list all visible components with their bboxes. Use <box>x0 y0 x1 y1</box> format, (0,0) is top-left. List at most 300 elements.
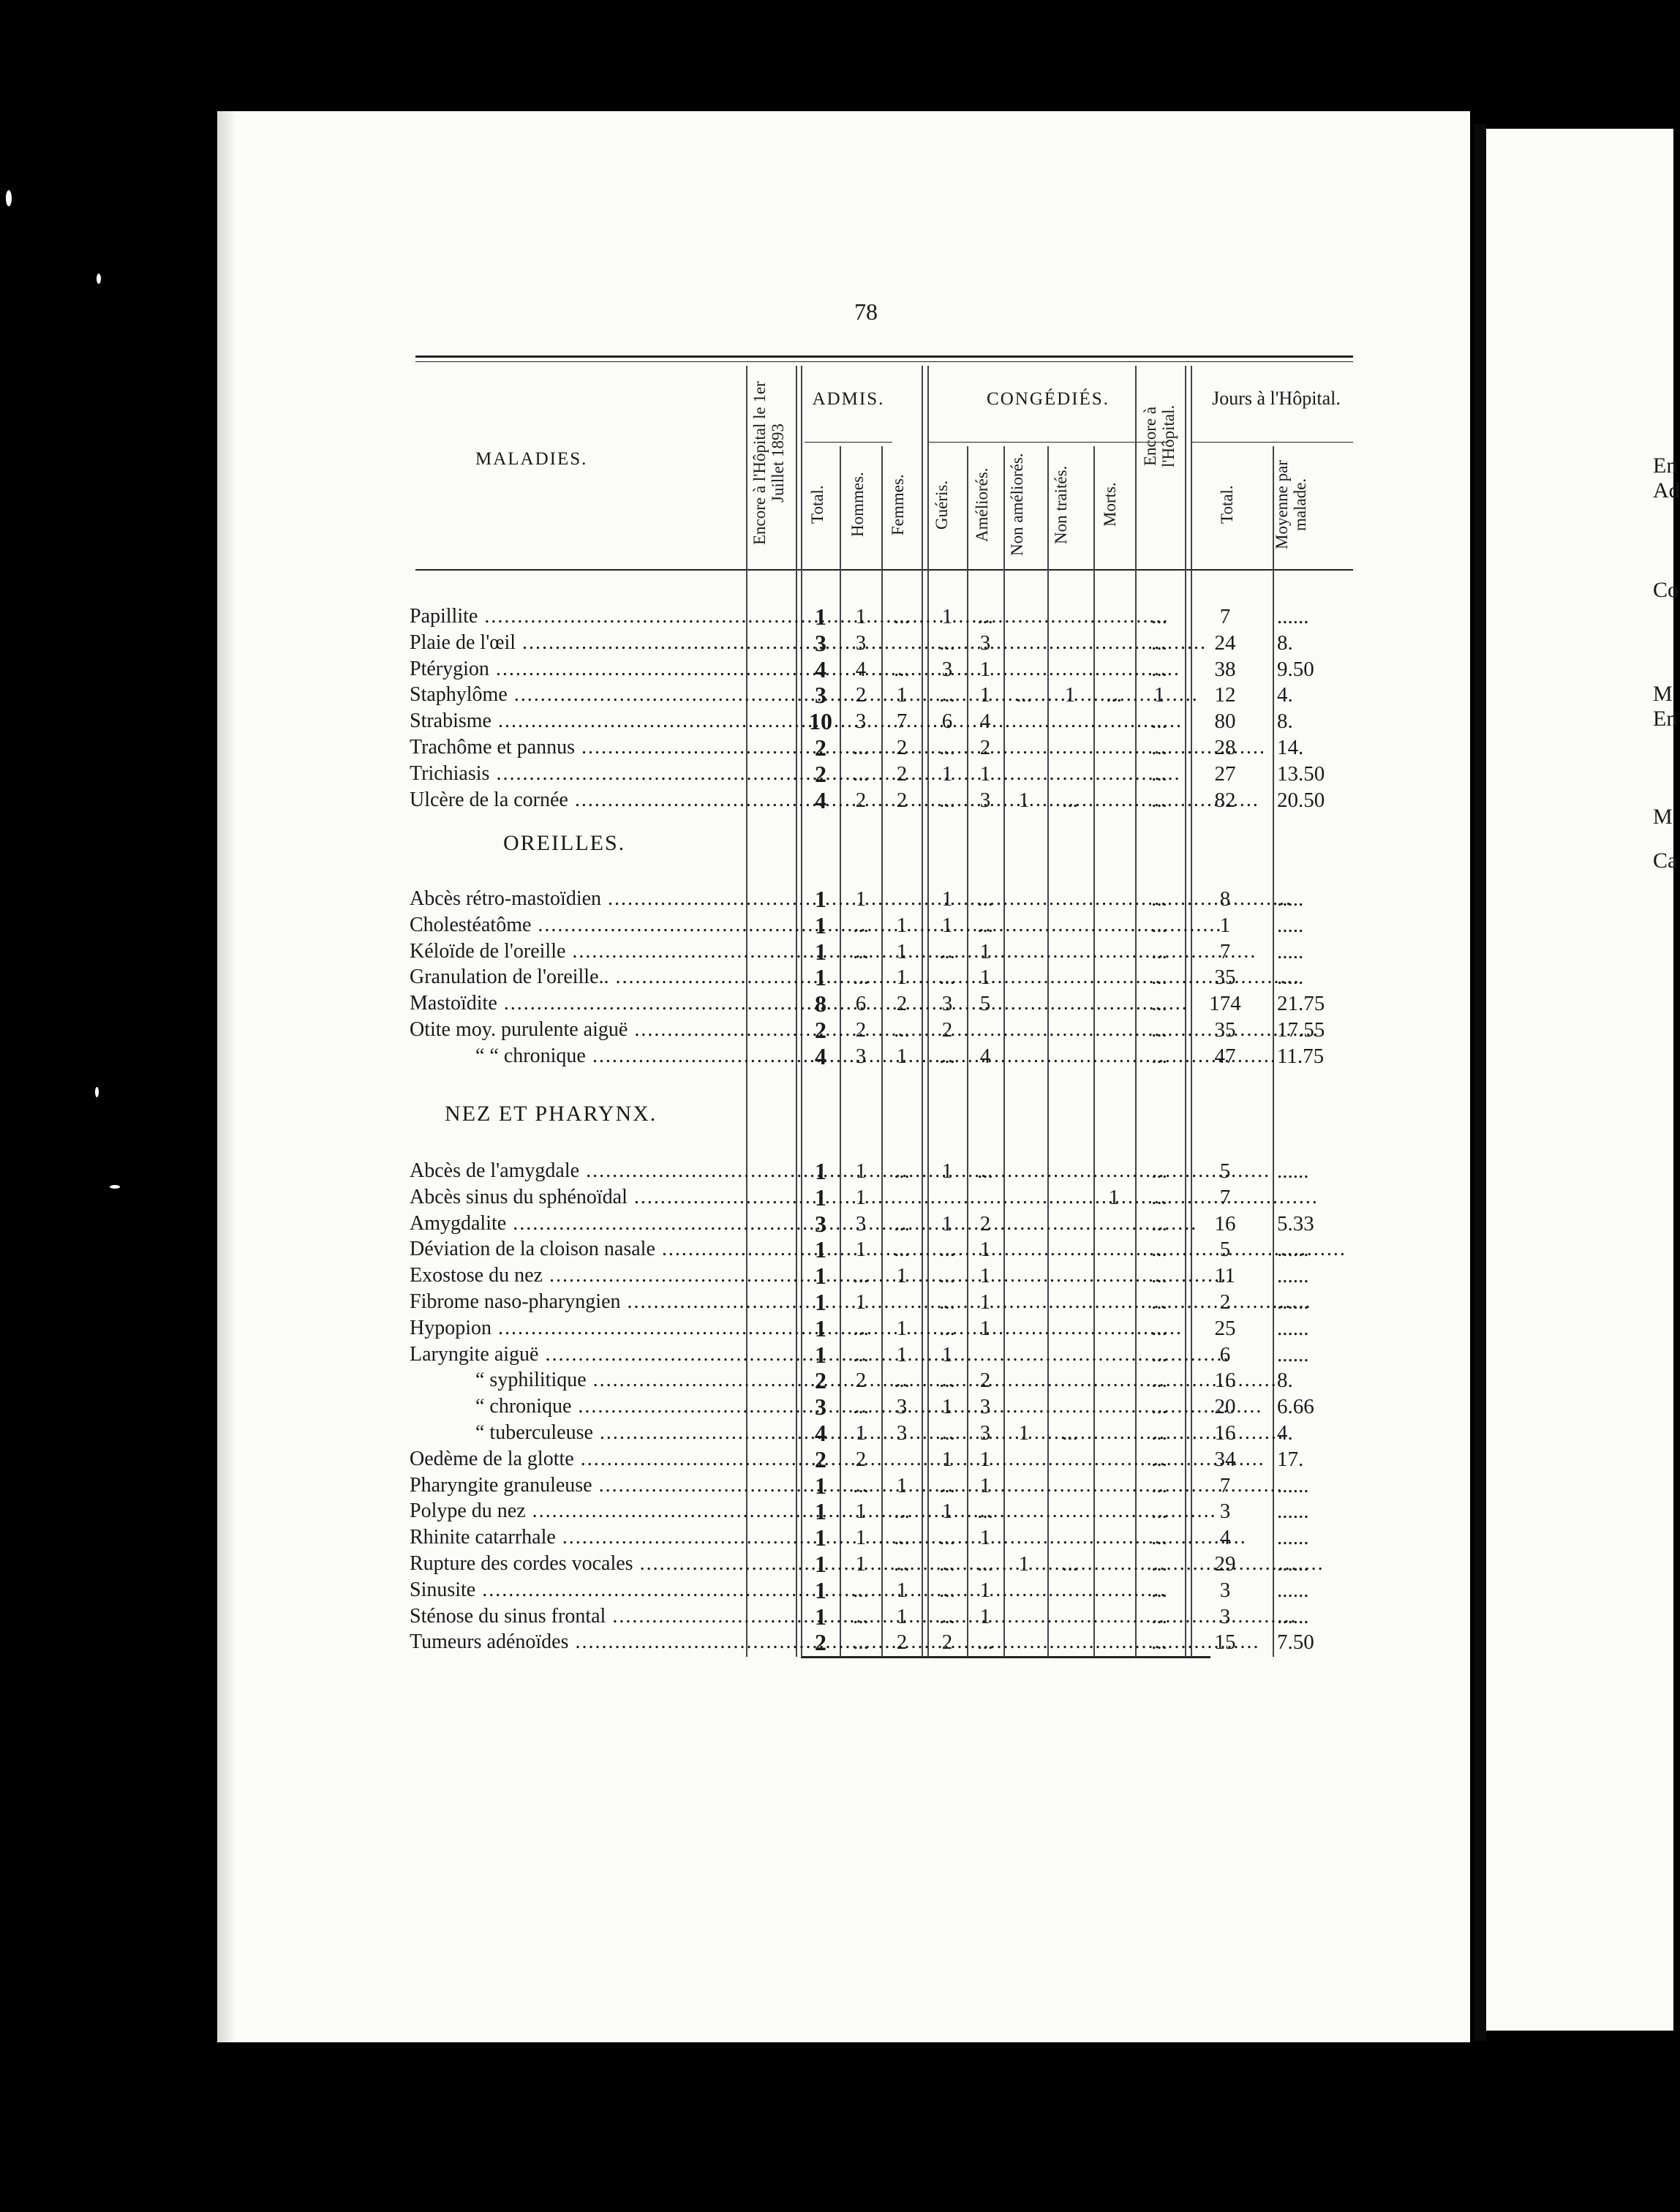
disease-name: Trichiasis ..... <box>410 761 752 786</box>
cell-ameliores: ... <box>977 1552 993 1576</box>
cell-gueris: ... <box>939 1578 955 1602</box>
cell-ameliores <box>967 1017 1003 1042</box>
cell-gueris: ... <box>939 1264 955 1288</box>
cell-non-traites <box>1052 604 1088 629</box>
cell-jours: 7 <box>1219 605 1231 628</box>
cell-morts <box>1096 1578 1132 1603</box>
cell-femmes: ... <box>894 1369 910 1393</box>
cell-hommes: 1 <box>855 1290 867 1314</box>
cell-non-traites <box>1052 1263 1088 1288</box>
scan-speck <box>95 1087 99 1097</box>
cell-gueris: 1 <box>941 761 953 786</box>
cell-encore: ... <box>1151 887 1167 911</box>
disease-name: Sténose du sinus frontal ..... <box>410 1604 752 1629</box>
cell-total: 3 <box>815 682 826 709</box>
cell-moyenne: ..... <box>1277 966 1304 990</box>
cell-jours: 8 <box>1219 887 1231 911</box>
disease-name: Cholestéatôme ..... <box>410 913 752 938</box>
cell-gueris: ... <box>939 1290 955 1314</box>
disease-name: Polype du nez ..... <box>410 1499 752 1524</box>
right-page <box>1486 129 1673 2031</box>
cell-non-traites <box>1052 887 1088 911</box>
cell-non-traites <box>1052 1525 1088 1550</box>
cell-hommes: ... <box>853 761 869 786</box>
cell-gueris: ... <box>939 966 955 990</box>
cell-non-traites <box>1052 939 1088 964</box>
cell-encore: ... <box>1151 605 1167 628</box>
cell-encore: ... <box>1151 710 1167 734</box>
cell-moyenne: 21.75 <box>1277 992 1325 1016</box>
cell-moyenne: 17. <box>1277 1447 1304 1471</box>
cell-non-ameliores <box>1006 991 1042 1016</box>
cell-non-traites <box>1052 1316 1088 1341</box>
cell-non-traites <box>1052 1017 1088 1042</box>
cell-gueris: 1 <box>941 1159 953 1183</box>
cell-jours: 5 <box>1219 1238 1231 1262</box>
cell-morts <box>1096 1044 1132 1069</box>
cell-non-traites <box>1052 761 1088 786</box>
cell-femmes: 3 <box>896 1395 908 1419</box>
cell-morts: 1 <box>1108 1185 1120 1209</box>
cell-ameliores: 1 <box>979 761 991 786</box>
cell-hommes: ... <box>853 1604 869 1628</box>
cell-hommes: 1 <box>855 1421 867 1445</box>
cell-total: 4 <box>815 786 826 813</box>
cell-femmes: ... <box>894 605 910 628</box>
cell-jours: 16 <box>1214 1369 1236 1393</box>
cell-encore: ... <box>1151 657 1167 681</box>
cell-encore: ... <box>1151 1159 1167 1183</box>
header-non-traites: Non traités. <box>1052 465 1070 544</box>
cell-hommes: 2 <box>855 1018 867 1042</box>
cell-moyenne: ..... <box>1277 887 1304 911</box>
cell-ameliores: 1 <box>979 1526 991 1550</box>
cell-ameliores: 2 <box>979 1369 991 1393</box>
cell-gueris: 2 <box>941 1630 953 1655</box>
cell-morts <box>1096 1421 1132 1445</box>
header-moyenne: Moyenne par malade. <box>1273 460 1309 549</box>
cell-total: 2 <box>815 760 826 787</box>
cell-non-traites <box>1052 913 1088 938</box>
cell-ameliores: 1 <box>979 683 991 707</box>
cell-moyenne: 9.50 <box>1277 657 1314 681</box>
disease-name: Laryngite aiguë ..... <box>410 1342 752 1367</box>
cell-gueris: ... <box>939 631 955 655</box>
cell-jours: 80 <box>1214 710 1236 734</box>
cell-non-ameliores <box>1006 1185 1042 1210</box>
cell-hommes: 1 <box>855 887 867 911</box>
cell-total: 1 <box>815 1314 826 1342</box>
cell-encore: ... <box>1151 1421 1167 1445</box>
cell-jours: 34 <box>1214 1447 1236 1471</box>
cell-non-traites <box>1052 991 1088 1016</box>
cell-hommes: ... <box>853 1316 869 1340</box>
cell-non-ameliores <box>1006 1342 1042 1367</box>
cell-ameliores: ... <box>977 1159 993 1183</box>
cell-ameliores: 1 <box>979 966 991 990</box>
cell-jours: 7 <box>1219 939 1231 963</box>
disease-name: Tumeurs adénoïdes ..... <box>410 1630 752 1655</box>
cell-encore: ... <box>1151 966 1167 990</box>
disease-name: Granulation de l'oreille.. ..... <box>410 965 752 990</box>
cell-morts <box>1096 761 1132 786</box>
cell-non-ameliores <box>1006 761 1042 786</box>
cell-encore: ... <box>1151 1578 1167 1602</box>
cell-total: 1 <box>815 603 826 630</box>
cell-total: 10 <box>809 708 832 735</box>
cell-ameliores: 1 <box>979 1238 991 1262</box>
cell-morts <box>1096 1290 1132 1314</box>
cell-jours: 1 <box>1219 913 1231 937</box>
cell-jours: 7 <box>1219 1473 1231 1497</box>
cell-femmes <box>884 1290 920 1314</box>
cell-total: 1 <box>815 1158 826 1184</box>
cell-non-ameliores: 1 <box>1018 788 1030 812</box>
cell-total: 1 <box>815 964 826 991</box>
cell-non-traites <box>1052 1630 1088 1655</box>
cell-non-ameliores <box>1006 1211 1042 1236</box>
cell-hommes: ... <box>853 1578 869 1602</box>
disease-name: Mastoïdite ..... <box>410 991 752 1016</box>
cell-moyenne: ...... <box>1277 1264 1309 1288</box>
cell-ameliores: ... <box>977 605 993 628</box>
cell-morts <box>1096 1017 1132 1042</box>
cell-ameliores: 3 <box>979 788 991 812</box>
cell-gueris: 1 <box>941 1395 953 1419</box>
cell-gueris: ... <box>939 683 955 707</box>
cell-femmes: ... <box>894 1500 910 1524</box>
cell-non-ameliores <box>1006 1447 1042 1472</box>
cell-non-ameliores <box>1006 1604 1042 1629</box>
cell-morts <box>1096 1551 1132 1576</box>
cell-hommes: 3 <box>855 631 867 655</box>
cell-jours: 82 <box>1214 788 1236 812</box>
cell-gueris: ... <box>939 1238 955 1262</box>
cell-moyenne: ...... <box>1277 1238 1309 1262</box>
cell-moyenne: 8. <box>1277 631 1293 655</box>
cell-femmes: 1 <box>896 683 908 707</box>
disease-name: Exostose du nez ..... <box>410 1263 752 1288</box>
cell-non-traites <box>1052 1211 1088 1236</box>
cell-gueris: 3 <box>941 657 953 681</box>
jours-rule <box>1192 442 1353 443</box>
cell-gueris: ... <box>939 1044 955 1068</box>
cell-hommes: 4 <box>855 657 867 681</box>
cell-jours: 16 <box>1214 1211 1236 1235</box>
cell-moyenne: 14. <box>1277 736 1304 759</box>
disease-name: “ syphilitique ..... <box>410 1368 752 1393</box>
cell-total: 3 <box>815 1393 826 1421</box>
cell-gueris: ... <box>939 1369 955 1393</box>
cell-non-traites: ... <box>1062 788 1078 812</box>
cell-non-traites <box>1052 735 1088 760</box>
cell-gueris: ... <box>939 1421 955 1445</box>
cell-gueris: ... <box>939 736 955 759</box>
cell-non-traites <box>1052 1159 1088 1184</box>
cell-encore: ... <box>1151 1604 1167 1628</box>
cell-jours: 20 <box>1214 1395 1236 1419</box>
cell-morts <box>1096 1368 1132 1393</box>
cell-hommes: 1 <box>855 1526 867 1550</box>
disease-name: Trachôme et pannus ..... <box>410 735 752 760</box>
cell-hommes: 1 <box>855 1552 867 1576</box>
cell-femmes: 1 <box>896 966 908 990</box>
cell-encore: ... <box>1151 1018 1167 1042</box>
cell-ameliores: ... <box>977 913 993 937</box>
cell-morts <box>1096 788 1132 813</box>
cell-morts <box>1096 1211 1132 1236</box>
cell-non-traites <box>1052 1578 1088 1603</box>
cell-jours: 47 <box>1214 1044 1236 1068</box>
disease-name: Déviation de la cloison nasale ..... <box>410 1237 752 1262</box>
cell-gueris: 1 <box>941 1342 953 1366</box>
cell-moyenne: ..... <box>1277 939 1304 963</box>
cell-morts <box>1096 1525 1132 1550</box>
cell-non-ameliores: 1 <box>1018 1421 1030 1445</box>
cell-ameliores: 1 <box>979 1316 991 1340</box>
cell-morts <box>1096 1159 1132 1184</box>
cell-jours: 2 <box>1219 1290 1231 1314</box>
disease-name: “ “ chronique ..... <box>410 1044 752 1069</box>
cell-jours: 28 <box>1214 736 1236 759</box>
cell-femmes: 2 <box>896 761 908 786</box>
cell-ameliores <box>967 1342 1003 1367</box>
cell-gueris: 6 <box>941 710 953 734</box>
cell-total: 3 <box>815 629 826 656</box>
cell-femmes: ... <box>894 1018 910 1042</box>
cell-non-traites: 1 <box>1064 683 1076 707</box>
cell-encore: ... <box>1151 1395 1167 1419</box>
statistics-table <box>410 356 1360 1658</box>
right-page-text: En <box>1653 707 1678 731</box>
cell-non-ameliores <box>1006 735 1042 760</box>
cell-total: 1 <box>815 1341 826 1368</box>
cell-gueris: 1 <box>941 605 953 628</box>
cell-total: 2 <box>815 1629 826 1656</box>
cell-total: 1 <box>815 1263 826 1290</box>
cell-moyenne: ...... <box>1277 605 1309 628</box>
header-congedies: CONGÉDIÉS. <box>987 389 1110 409</box>
cell-femmes: ... <box>894 1238 910 1262</box>
cell-morts <box>1096 1263 1132 1288</box>
header-encore-1893: Encore à l'Hôpital le 1er Juillet 1893 <box>750 381 787 545</box>
disease-name: “ tuberculeuse ..... <box>410 1421 752 1445</box>
section-title: OREILLES. <box>503 831 626 855</box>
cell-non-ameliores <box>1006 965 1042 990</box>
cell-hommes: 1 <box>855 1500 867 1524</box>
disease-name: Fibrome naso-pharyngien ..... <box>410 1290 752 1314</box>
cell-encore: ... <box>1151 1316 1167 1340</box>
cell-moyenne: 17.55 <box>1277 1018 1325 1042</box>
header-gueris: Guéris. <box>933 480 951 530</box>
cell-non-ameliores <box>1006 631 1042 655</box>
cell-non-ameliores <box>1006 1316 1042 1341</box>
cell-femmes: 7 <box>896 710 908 734</box>
cell-hommes: 1 <box>855 1185 867 1209</box>
cell-total: 1 <box>815 1524 826 1551</box>
disease-name: Rupture des cordes vocales ..... <box>410 1551 752 1576</box>
cell-non-traites <box>1052 1044 1088 1069</box>
top-rule <box>415 356 1353 358</box>
cell-ameliores: 5 <box>979 992 991 1016</box>
disease-name: Ulcère de la cornée ..... <box>410 788 752 813</box>
cell-gueris: ... <box>939 1316 955 1340</box>
cell-gueris: 2 <box>941 1018 953 1042</box>
header-femmes: Femmes. <box>889 474 907 535</box>
admis-rule <box>805 442 892 443</box>
cell-non-traites <box>1052 1185 1088 1210</box>
cell-total: 1 <box>815 1184 826 1211</box>
cell-hommes: ... <box>853 913 869 937</box>
cell-hommes: ... <box>853 939 869 963</box>
cell-total: 3 <box>815 1210 826 1237</box>
cell-gueris: 1 <box>941 1211 953 1235</box>
cell-femmes: ... <box>894 1526 910 1550</box>
cell-moyenne: ...... <box>1277 1159 1309 1183</box>
cell-morts <box>1096 1630 1132 1655</box>
cell-jours: 3 <box>1219 1500 1231 1524</box>
cell-jours: 4 <box>1219 1526 1231 1550</box>
cell-femmes: 2 <box>896 788 908 812</box>
header-hommes: Hommes. <box>848 472 867 538</box>
cell-total: 1 <box>815 1603 826 1630</box>
section-title: NEZ ET PHARYNX. <box>445 1102 658 1126</box>
cell-non-traites <box>1052 1394 1088 1419</box>
cell-non-ameliores <box>1006 1368 1042 1393</box>
cell-morts <box>1096 631 1132 655</box>
cell-non-traites <box>1052 1447 1088 1472</box>
scan-speck <box>110 1185 120 1189</box>
cell-femmes: 1 <box>896 1578 908 1602</box>
cell-ameliores: 1 <box>979 1264 991 1288</box>
cell-femmes: 1 <box>896 1342 908 1366</box>
cell-total: 1 <box>815 1289 826 1315</box>
right-page-text: Co <box>1653 578 1679 602</box>
cell-moyenne: ...... <box>1277 1604 1309 1628</box>
cell-moyenne: ...... <box>1277 1578 1309 1602</box>
cell-femmes: 1 <box>896 1473 908 1497</box>
cell-femmes: 1 <box>896 1604 908 1628</box>
cell-hommes: ... <box>853 1264 869 1288</box>
cell-morts <box>1096 735 1132 760</box>
cell-moyenne: 11.75 <box>1277 1044 1325 1068</box>
cell-jours: 5 <box>1219 1159 1231 1183</box>
cell-non-traites <box>1052 1290 1088 1314</box>
cell-non-traites <box>1052 631 1088 655</box>
page-number: 78 <box>854 298 878 325</box>
cell-gueris: ... <box>939 1604 955 1628</box>
cell-hommes: 1 <box>855 1159 867 1183</box>
cell-total: 2 <box>815 734 826 761</box>
cell-gueris: 1 <box>941 1500 953 1524</box>
cell-jours: 12 <box>1214 683 1236 707</box>
cell-hommes: ... <box>853 966 869 990</box>
cell-total: 1 <box>815 1551 826 1577</box>
cell-ameliores: 1 <box>979 1578 991 1602</box>
cell-non-ameliores <box>1006 1578 1042 1603</box>
header-non-ameliores: Non améliorés. <box>1008 453 1026 557</box>
cell-encore: ... <box>1151 1473 1167 1497</box>
cell-encore: ... <box>1151 631 1167 655</box>
cell-hommes: 6 <box>855 992 867 1016</box>
disease-name: Oedème de la glotte ..... <box>410 1447 752 1472</box>
cell-moyenne: ..... <box>1277 913 1304 937</box>
disease-name: “ chronique ..... <box>410 1394 752 1419</box>
cell-non-ameliores <box>1006 1290 1042 1314</box>
cell-encore: 1 <box>1153 683 1165 707</box>
cell-moyenne: ...... <box>1277 1500 1309 1524</box>
cell-non-ameliores <box>1006 1499 1042 1524</box>
cell-jours: 25 <box>1214 1316 1236 1340</box>
cell-gueris: ... <box>939 939 955 963</box>
cell-hommes: 2 <box>855 683 867 707</box>
cell-encore: ... <box>1151 1211 1167 1235</box>
cell-non-ameliores: ... <box>1016 683 1032 707</box>
cell-non-ameliores <box>1006 604 1042 629</box>
cell-encore: ... <box>1151 1552 1167 1576</box>
cell-ameliores: 1 <box>979 657 991 681</box>
cell-moyenne: 8. <box>1277 710 1293 734</box>
cell-gueris: ... <box>939 1526 955 1550</box>
cell-morts <box>1096 1237 1132 1262</box>
cell-ameliores: ... <box>977 1500 993 1524</box>
cell-non-ameliores <box>1006 939 1042 964</box>
cell-gueris <box>929 1185 965 1210</box>
cell-morts <box>1096 1447 1132 1472</box>
cell-total: 4 <box>815 655 826 682</box>
cell-moyenne: ...... <box>1277 1526 1309 1550</box>
header-admis: ADMIS. <box>812 389 885 409</box>
cell-gueris: ... <box>939 1473 955 1497</box>
cell-total: 8 <box>815 990 826 1017</box>
cell-hommes: 3 <box>855 710 867 734</box>
cell-ameliores: 2 <box>979 736 991 759</box>
cell-jours: 35 <box>1214 1018 1236 1042</box>
cell-morts <box>1096 709 1132 734</box>
cell-ameliores: 1 <box>979 1447 991 1471</box>
cell-total: 1 <box>815 938 826 965</box>
cell-non-ameliores <box>1006 1159 1042 1184</box>
cell-non-ameliores: 1 <box>1018 1552 1030 1576</box>
disease-name: Abcès de l'amygdale ..... <box>410 1159 752 1184</box>
cell-gueris: ... <box>939 788 955 812</box>
cell-jours: 38 <box>1214 657 1236 681</box>
cell-moyenne: 20.50 <box>1277 788 1325 812</box>
cell-total: 2 <box>815 1445 826 1472</box>
page-edge-shadow <box>217 111 236 2042</box>
cell-gueris: ... <box>939 1552 955 1576</box>
cell-ameliores: 1 <box>979 939 991 963</box>
cell-hommes: 2 <box>855 1369 867 1393</box>
cell-non-ameliores <box>1006 1473 1042 1498</box>
header-admis-total: Total. <box>808 485 826 524</box>
cell-non-ameliores <box>1006 1630 1042 1655</box>
cell-encore: ... <box>1151 1264 1167 1288</box>
right-page-text: Ad <box>1653 478 1680 503</box>
cell-total: 1 <box>815 911 826 938</box>
cell-femmes <box>884 1447 920 1472</box>
cell-non-traites <box>1052 1237 1088 1262</box>
header-bottom-rule <box>415 569 1353 571</box>
cell-jours: 35 <box>1214 966 1236 990</box>
right-page-text: M <box>1653 682 1673 706</box>
cell-femmes: ... <box>894 1552 910 1576</box>
disease-name: Pharyngite granuleuse ..... <box>410 1473 752 1498</box>
cell-hommes: ... <box>853 1395 869 1419</box>
cell-encore: ... <box>1151 1044 1167 1068</box>
book-gutter <box>1474 124 1486 2041</box>
cell-total: 4 <box>815 1042 826 1069</box>
